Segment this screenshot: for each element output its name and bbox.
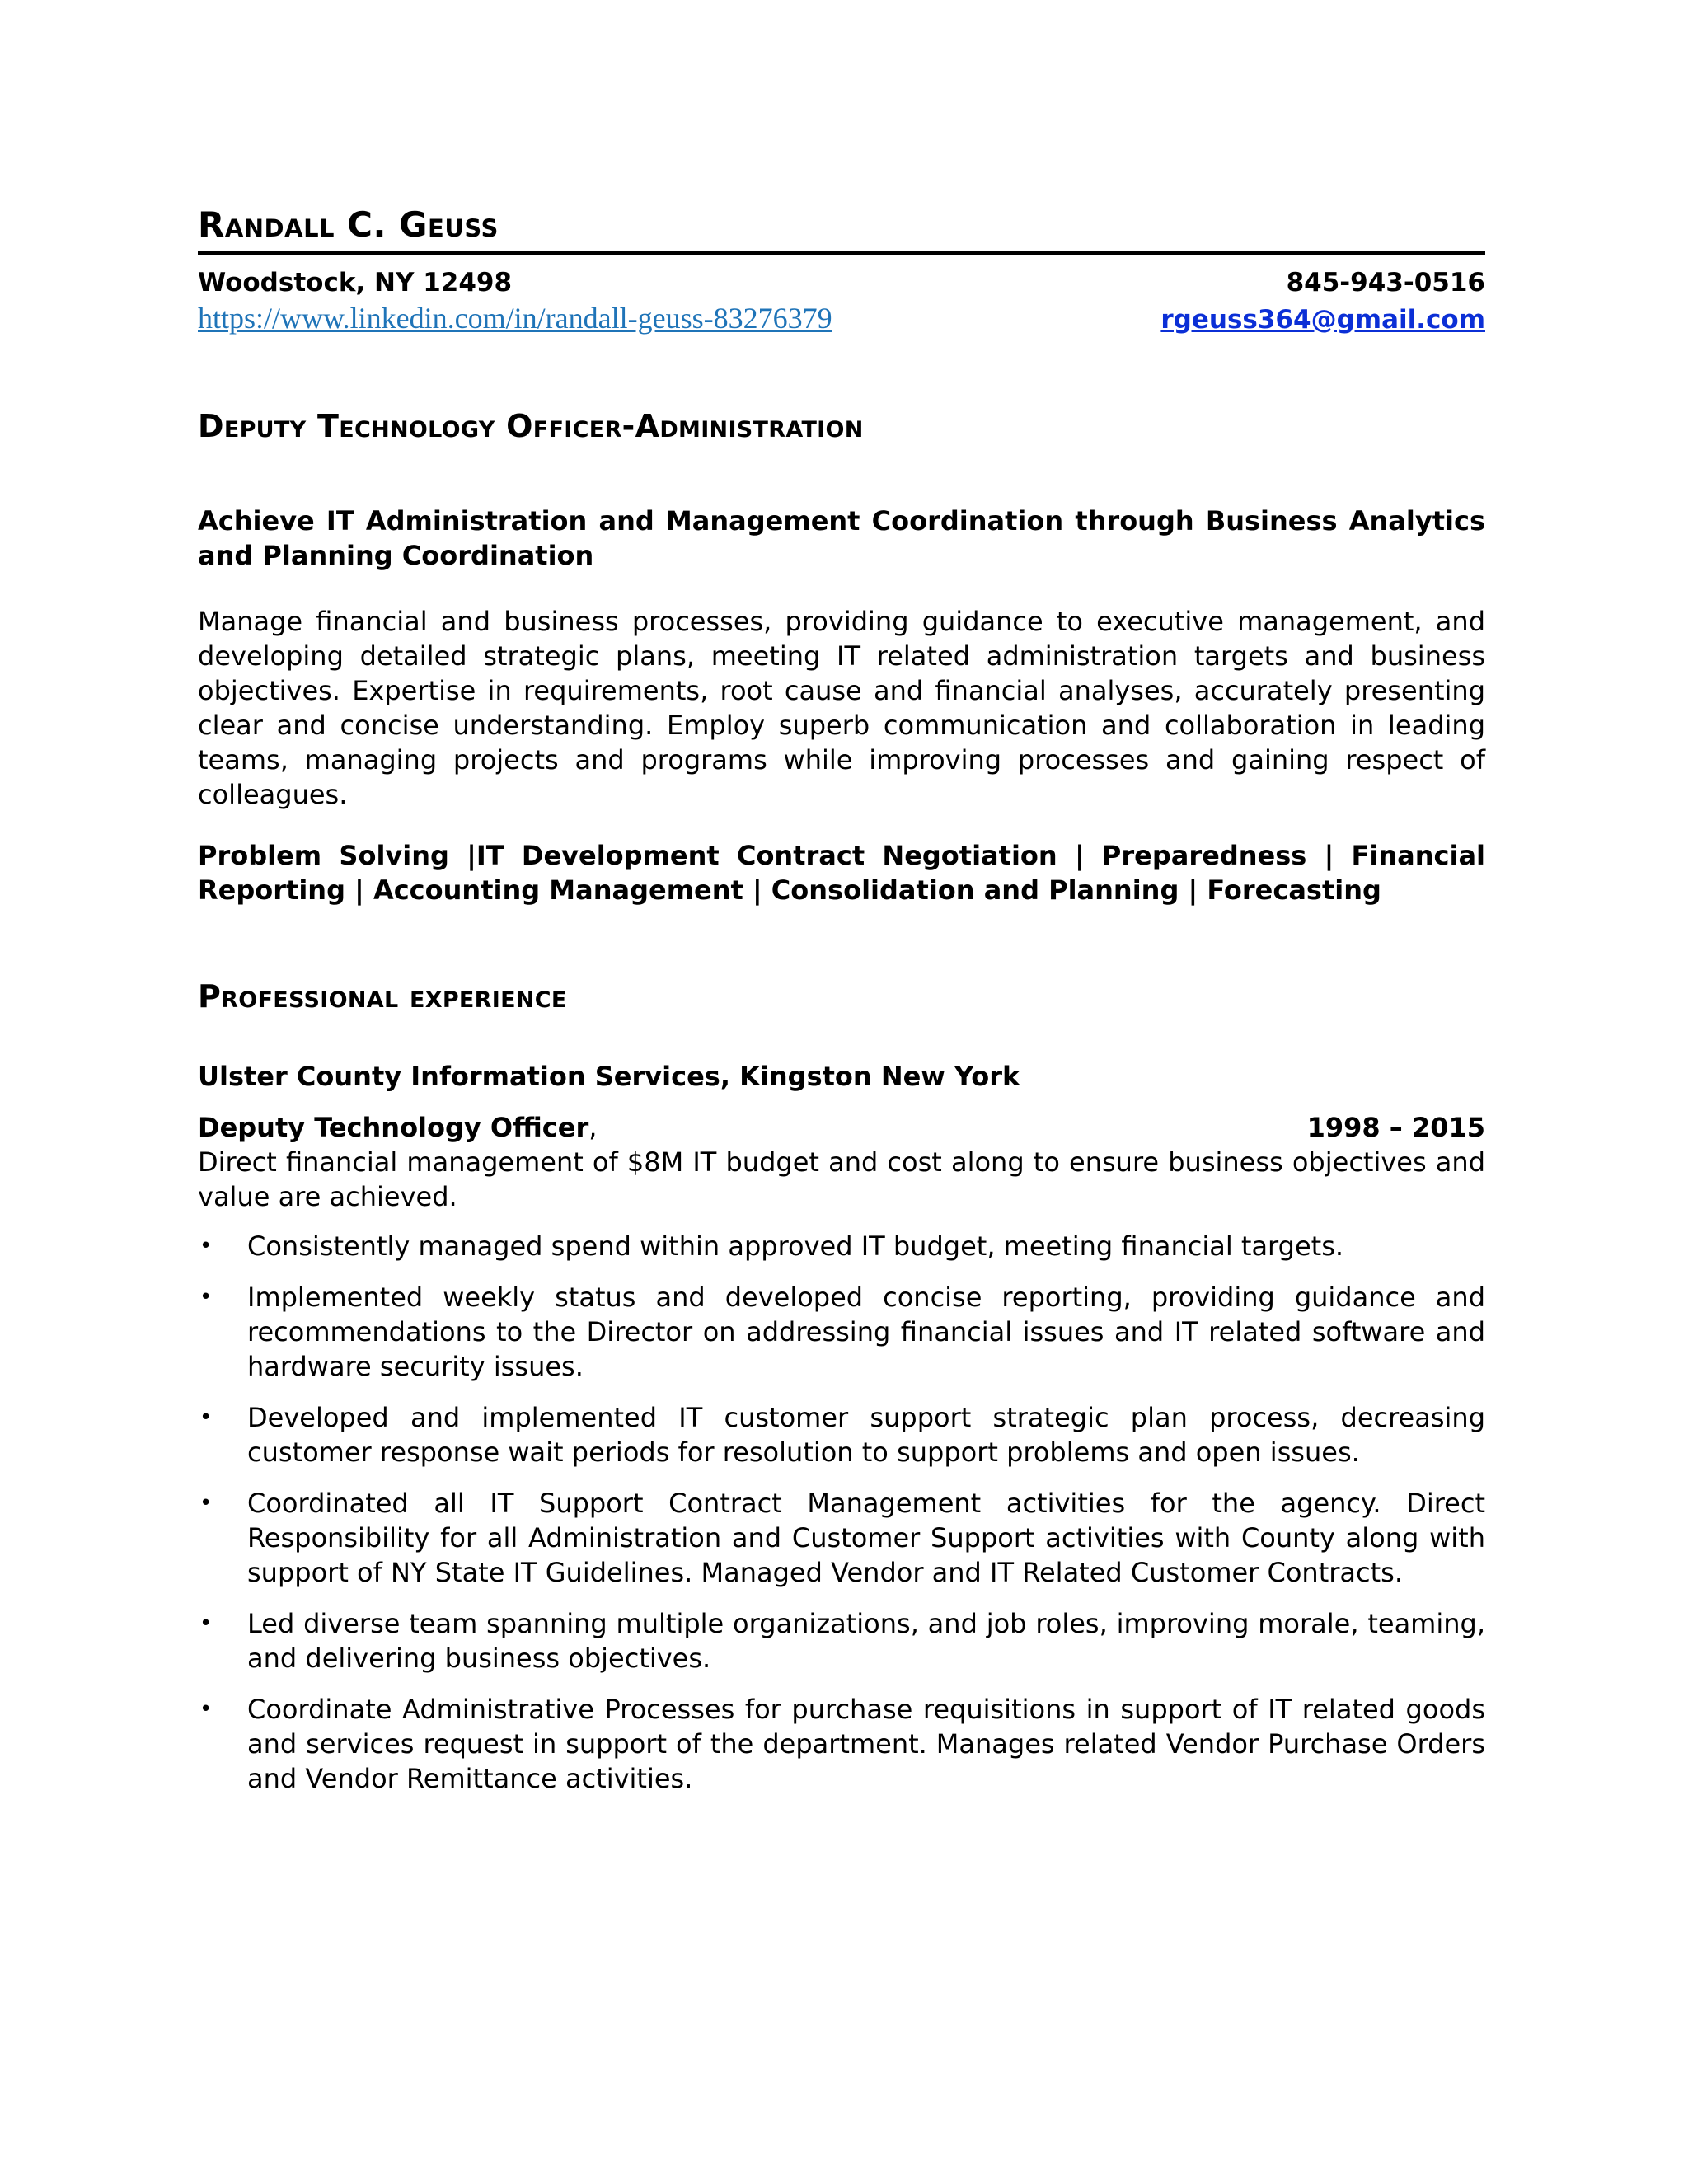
bullet-icon: • [199,1611,213,1636]
list-item-text: Coordinate Administrative Processes for purchase requisitions in support of IT related goods and services request in support of the department. Manages related Vendor Purchase Orders and Vendor Remittance activities. [247,1694,1485,1794]
list-item [198,1280,1485,1384]
list-item-text: Coordinated all IT Support Contract Management activities for the agency. Direct Responsibility for all Administration and Customer Support activities with County along with support of NY State IT Guidelines. Managed Vendor and IT Related Customer Contracts. [247,1488,1485,1588]
list-item [198,1229,1485,1263]
employer-name: Ulster County Information Services, Kingston New York [198,1061,1020,1092]
phone-number: 845-943-0516 [1286,268,1485,298]
role-row [198,1110,1485,1145]
list-item-text: Led diverse team spanning multiple organizations, and job roles, improving morale, teaming, and delivering business objectives. [247,1608,1485,1674]
role-description: Direct financial management of $8M IT budget and cost along to ensure business objectives and value are achieved. [198,1146,1485,1212]
experience-heading: Professional experience [198,978,567,1015]
list-item [198,1486,1485,1590]
role-title: Deputy Technology Officer [198,1112,589,1143]
resume-page [198,198,1485,1812]
role-dates: 1998 – 2015 [1306,1112,1485,1143]
bullet-icon: • [199,1697,213,1722]
list-item [198,1692,1485,1796]
bullet-icon: • [199,1285,213,1310]
email-link[interactable]: rgeuss364@gmail.com [1160,305,1485,335]
contact-row-links [198,299,1485,339]
role-comma: , [588,1112,598,1143]
candidate-name: Randall C. Geuss [198,198,1485,255]
bullet-icon: • [199,1405,213,1430]
achievement-list [198,1229,1485,1796]
list-item [198,1606,1485,1675]
bullet-icon: • [199,1491,213,1516]
role-title-group [198,1110,597,1145]
location: Woodstock, NY 12498 [198,268,513,298]
bullet-icon: • [199,1234,213,1258]
tagline: Achieve IT Administration and Management Coordination through Business Analytics and Planning Coordination [198,505,1485,571]
list-item-text: Consistently managed spend within approved IT budget, meeting financial targets. [247,1230,1344,1262]
skills-list: Problem Solving |IT Development Contract Negotiation | Preparedness | Financial Reporting | Accounting Management | Consolidation and Planning | Forecasting [198,840,1485,906]
list-item [198,1400,1485,1469]
summary-paragraph: Manage financial and business processes, providing guidance to executive management, and developing detailed strategic plans, meeting IT related administration targets and business objectives. Expertise in requirements, root cause and financial analyses, accurately presenting clear and concise understanding. Employ superb communication and collaboration in leading teams, managing projects and programs while improving processes and gaining respect of colleagues. [198,606,1485,810]
linkedin-link[interactable]: https://www.linkedin.com/in/randall-geuss-83276379 [198,302,832,335]
contact-row-primary [198,266,1485,299]
list-item-text: Developed and implemented IT customer support strategic plan process, decreasing customer response wait periods for resolution to support problems and open issues. [247,1402,1485,1468]
job-title-heading: Deputy Technology Officer-Administration [198,408,864,444]
list-item-text: Implemented weekly status and developed concise reporting, providing guidance and recommendations to the Director on addressing financial issues and IT related software and hardware security issues. [247,1282,1485,1382]
